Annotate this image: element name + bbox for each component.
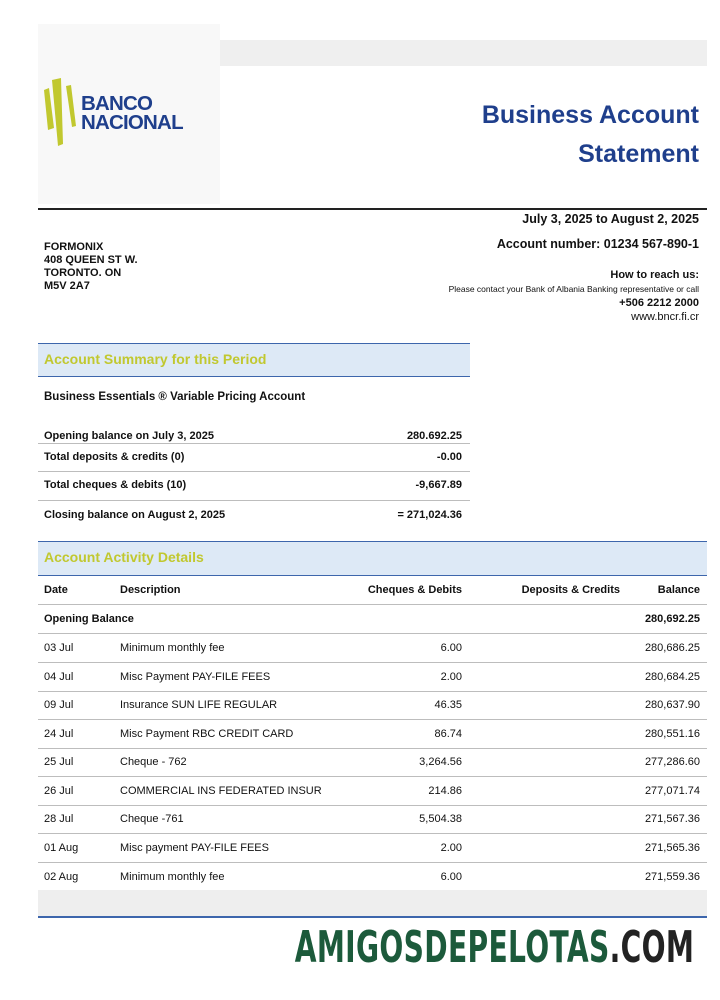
- summary-row: Closing balance on August 2, 2025 = 271,024.36: [44, 509, 462, 521]
- contact-phone[interactable]: +506 2212 2000: [619, 297, 699, 309]
- footer-divider: [38, 916, 707, 918]
- table-row: 04 Jul Misc Payment PAY-FILE FEES 2.00 280,684.25: [38, 663, 707, 692]
- document-title: Business Account Statement: [481, 101, 699, 168]
- contact-heading: How to reach us:: [610, 269, 699, 281]
- bank-logo-mark: [38, 76, 78, 146]
- account-type: Business Essentials ® Variable Pricing Account: [44, 391, 306, 403]
- footer-gray-bar: [38, 890, 707, 916]
- table-row: 24 Jul Misc Payment RBC CREDIT CARD 86.74 280,551.16: [38, 720, 707, 749]
- table-row: 26 Jul COMMERCIAL INS FEDERATED INSUR 214.86 277,071.74: [38, 777, 707, 806]
- summary-row: Total cheques & debits (10) -9,667.89: [38, 472, 470, 501]
- table-row: 01 Aug Misc payment PAY-FILE FEES 2.00 271,565.36: [38, 834, 707, 863]
- table-row: 03 Jul Minimum monthly fee 6.00 280,686.25: [38, 634, 707, 663]
- customer-street: 408 QUEEN ST W.: [44, 254, 138, 266]
- customer-city: TORONTO. ON: [44, 267, 122, 279]
- statement-period: July 3, 2025 to August 2, 2025: [522, 212, 699, 226]
- table-row: 02 Aug Minimum monthly fee 6.00 271,559.36: [44, 870, 700, 883]
- table-row: 25 Jul Cheque - 762 3,264.56 277,286.60: [38, 748, 707, 777]
- activity-table-header: [38, 576, 707, 605]
- summary-heading: Account Summary for this Period: [38, 343, 470, 377]
- contact-website[interactable]: www.bncr.fi.cr: [631, 311, 699, 323]
- opening-balance-row: Opening Balance 280,692.25: [38, 605, 707, 634]
- summary-row: Total deposits & credits (0) -0.00: [38, 444, 470, 472]
- activity-heading: Account Activity Details: [38, 541, 707, 576]
- bank-logo-text: BANCO NACIONAL: [81, 92, 183, 134]
- table-row: 09 Jul Insurance SUN LIFE REGULAR 46.35 280,637.90: [38, 691, 707, 720]
- header-divider: [38, 208, 707, 210]
- column-debits: Cheques & Debits: [367, 584, 462, 596]
- account-number: Account number: 01234 567-890-1: [496, 237, 699, 251]
- column-balance: Balance: [657, 584, 700, 596]
- summary-row: Opening balance on July 3, 2025 280.692.25: [38, 425, 470, 444]
- watermark: AMIGOSDEPELOTAS.COM: [294, 922, 694, 973]
- customer-postal: M5V 2A7: [44, 280, 90, 292]
- column-description: Description: [120, 584, 181, 596]
- column-date: Date: [44, 584, 68, 596]
- customer-name: FORMONIX: [44, 241, 104, 253]
- bank-logo: [38, 24, 220, 204]
- customer-address: [44, 241, 138, 293]
- contact-info: [449, 268, 699, 324]
- header-gray-bar: [220, 40, 707, 66]
- column-credits: Deposits & Credits: [521, 584, 620, 596]
- contact-note: Please contact your Bank of Albania Banking representative or call: [448, 284, 699, 294]
- table-row: 28 Jul Cheque -761 5,504.38 271,567.36: [38, 805, 707, 834]
